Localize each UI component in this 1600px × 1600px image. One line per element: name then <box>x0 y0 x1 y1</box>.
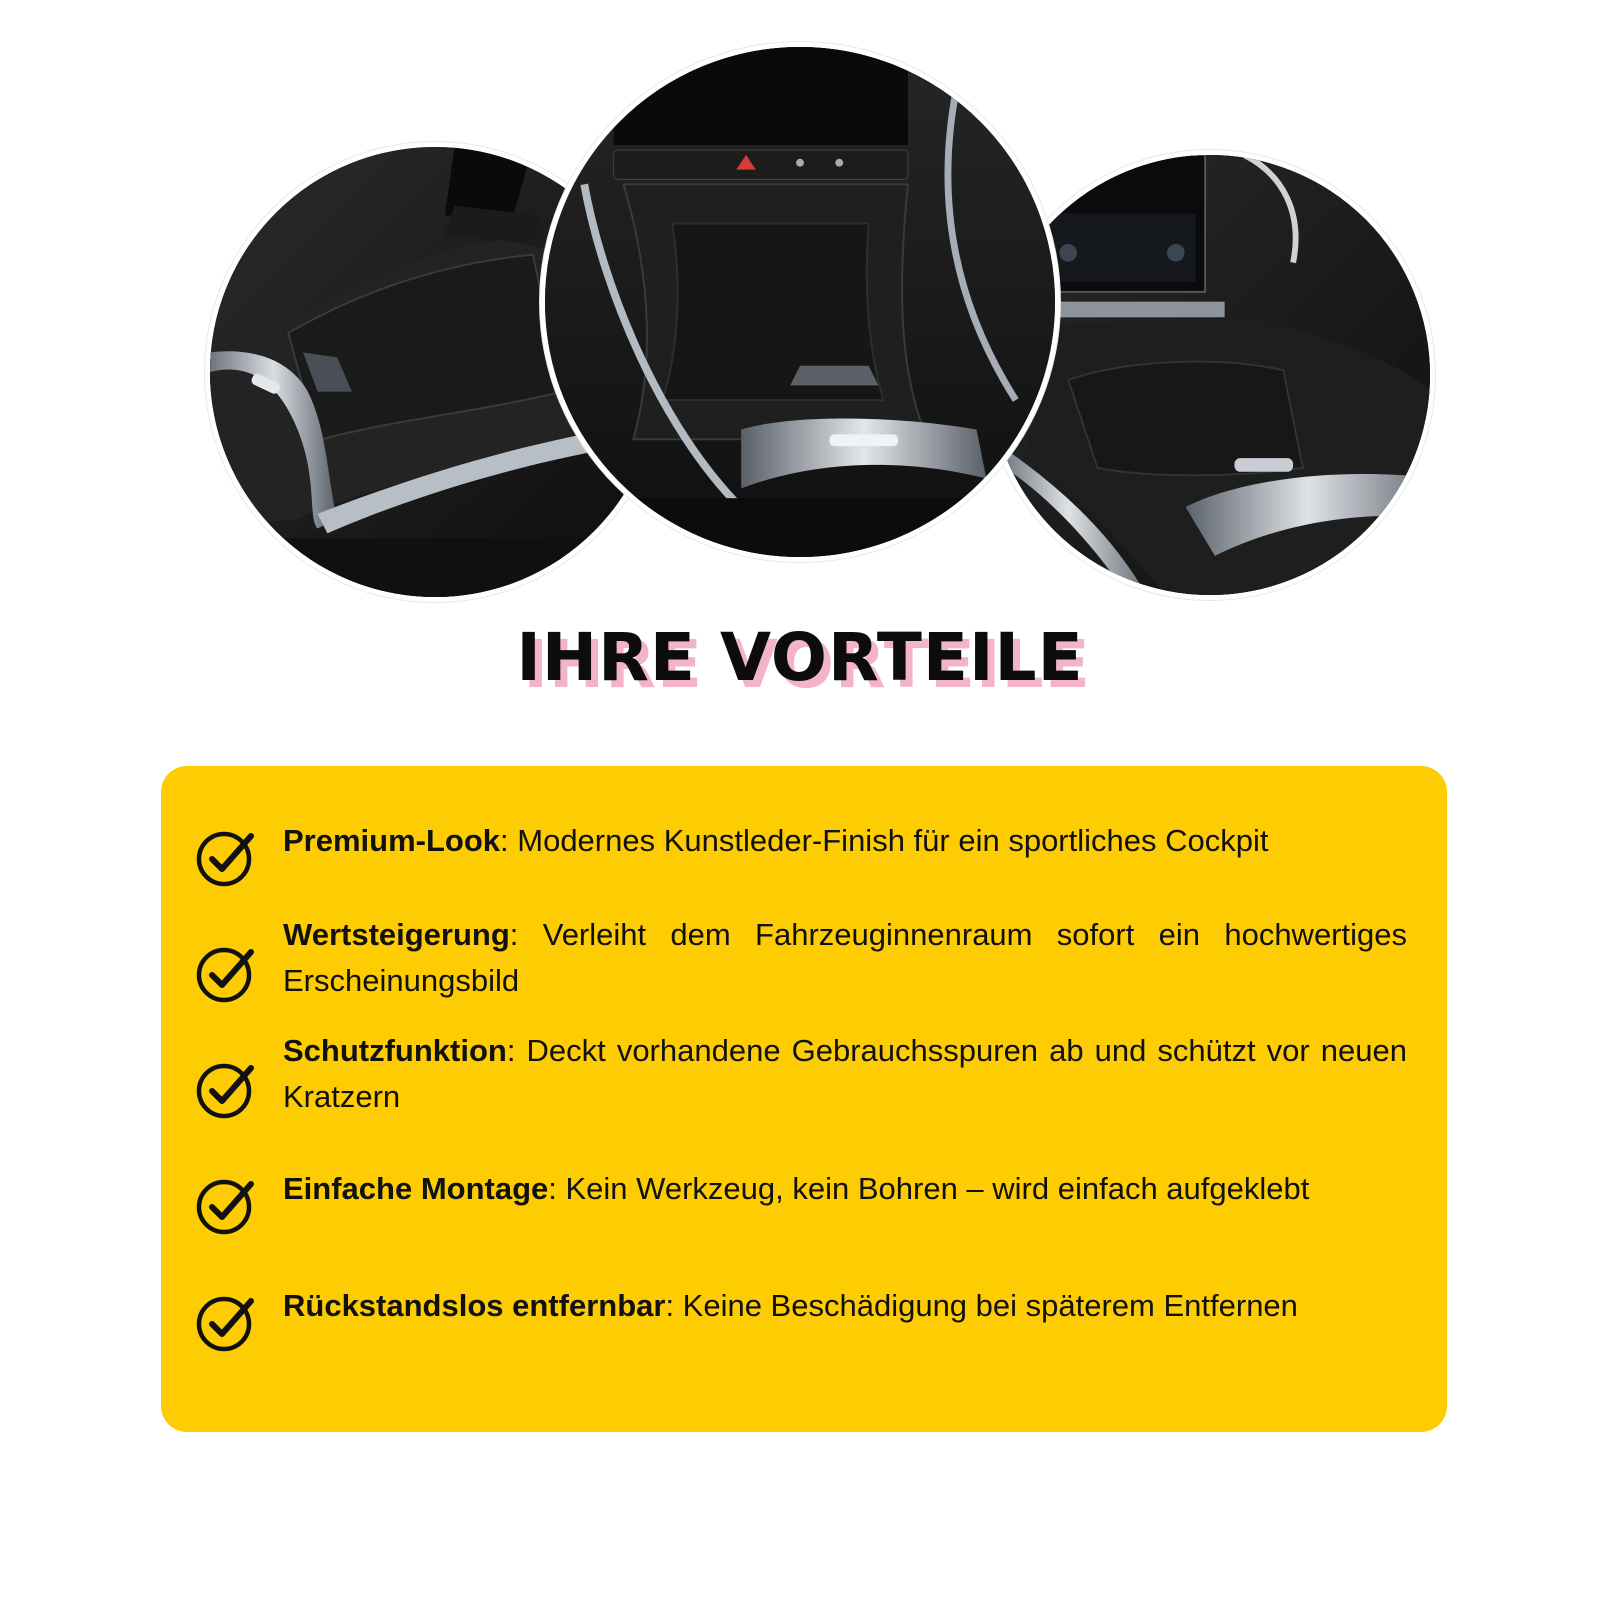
benefit-description: : Kein Werkzeug, kein Bohren – wird einfach aufgeklebt <box>548 1171 1310 1206</box>
check-circle-icon <box>195 1174 257 1236</box>
benefits-panel <box>161 766 1447 1432</box>
product-photo-right <box>985 150 1435 600</box>
benefit-title: Wertsteigerung <box>283 917 510 952</box>
benefit-text <box>283 818 1407 864</box>
product-photo-center <box>540 42 1060 562</box>
benefit-text <box>283 912 1407 1004</box>
benefit-title: Einfache Montage <box>283 1171 549 1206</box>
console-image-center <box>545 47 1055 557</box>
page-heading: IHRE VORTEILE <box>516 619 1084 696</box>
benefit-description: : Verleiht dem Fahrzeuginnenraum sofort ein hochwertiges Erscheinungsbild <box>283 917 1407 998</box>
benefit-description: : Keine Beschädigung bei späterem Entfernen <box>665 1288 1298 1323</box>
check-circle-icon <box>195 1058 257 1120</box>
console-image-right <box>990 155 1430 595</box>
benefit-title: Premium-Look <box>283 823 501 858</box>
benefit-title: Rückstandslos entfernbar <box>283 1288 666 1323</box>
check-circle-icon <box>195 942 257 1004</box>
benefit-text <box>283 1283 1407 1329</box>
benefit-description: : Modernes Kunstleder-Finish für ein sportliches Cockpit <box>500 823 1269 858</box>
check-circle-icon <box>195 826 257 888</box>
benefit-text <box>283 1028 1407 1120</box>
benefit-title: Schutzfunktion <box>283 1033 507 1068</box>
benefit-text <box>283 1166 1407 1212</box>
benefit-description: : Deckt vorhandene Gebrauchsspuren ab und schützt vor neuen Kratzern <box>283 1033 1407 1114</box>
check-circle-icon <box>195 1291 257 1353</box>
